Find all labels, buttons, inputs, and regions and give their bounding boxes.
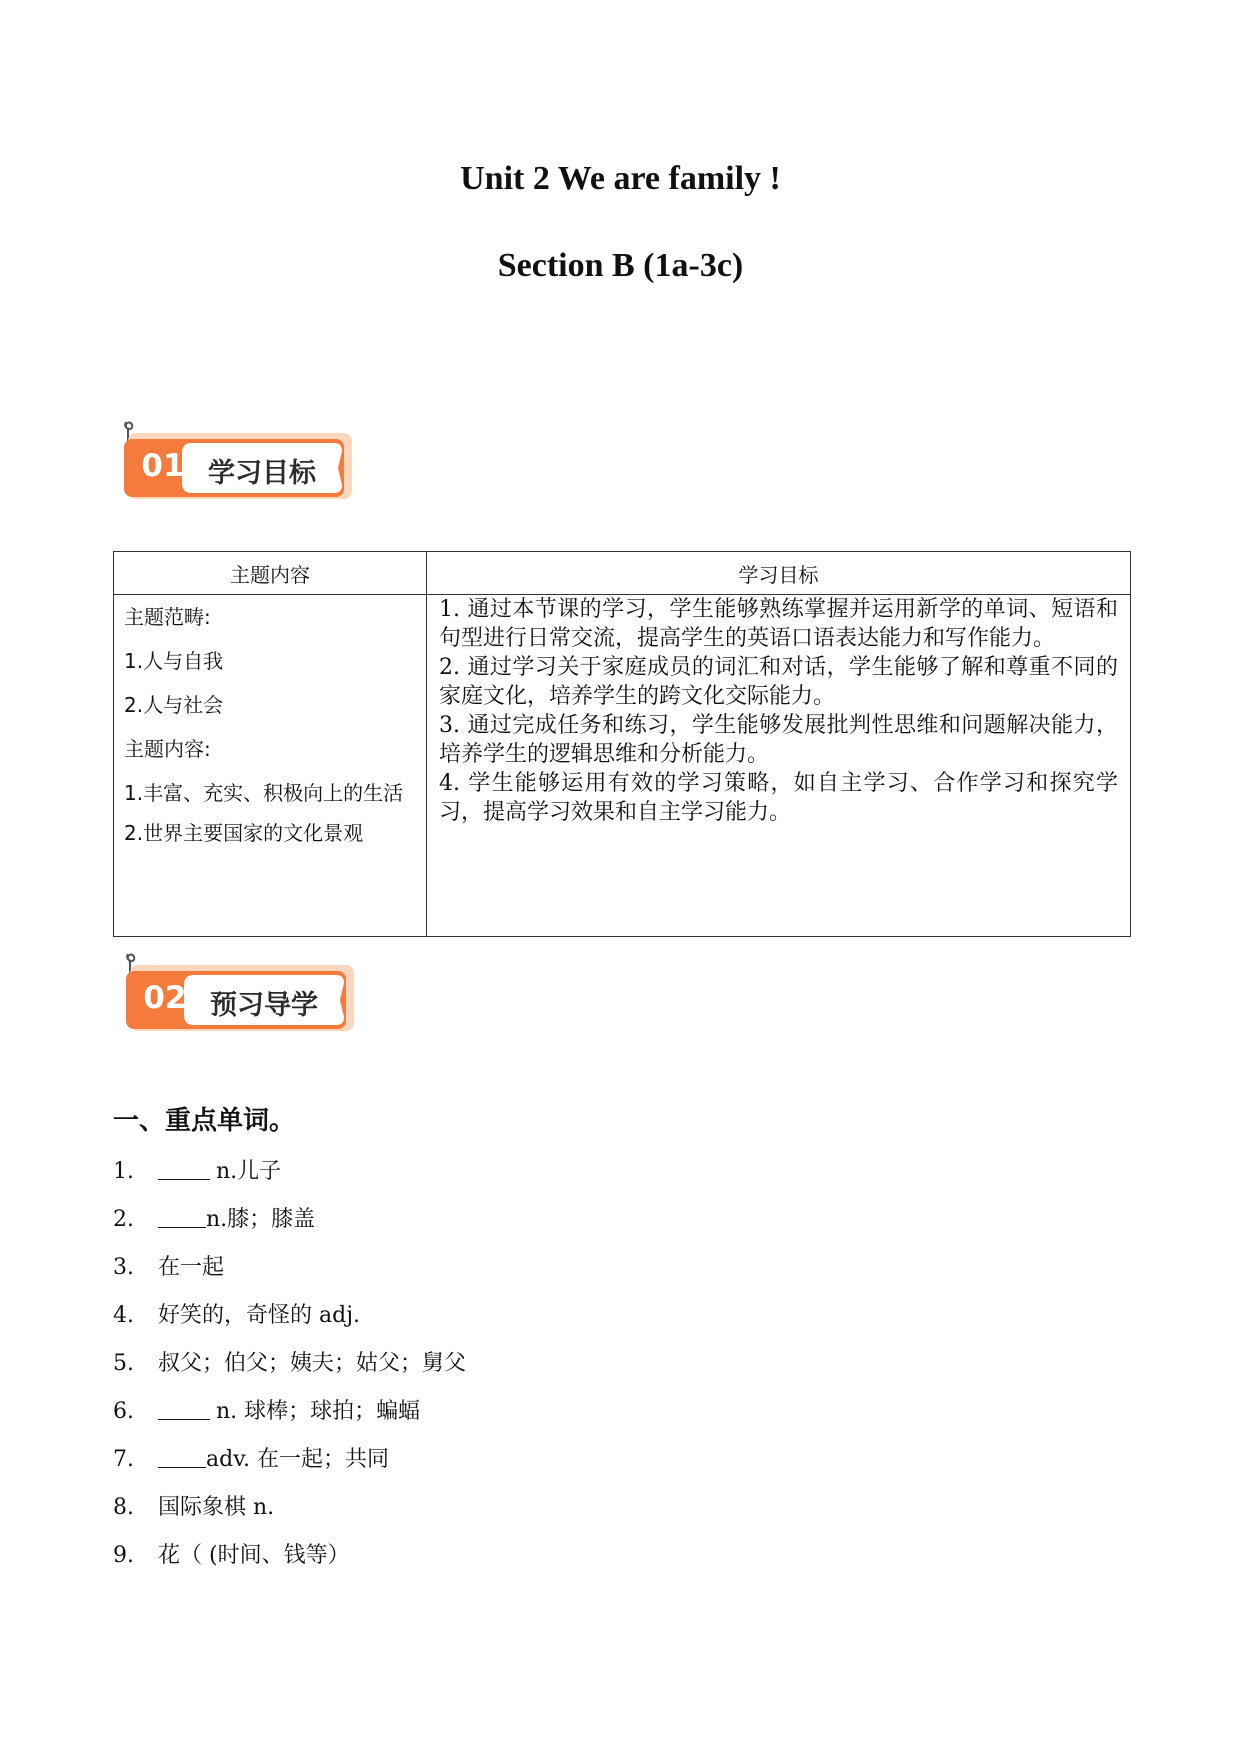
objective-item: 2. 通过学习关于家庭成员的词汇和对话，学生能够了解和尊重不同的家庭文化，培养学生的跨文化交际能力。 [439,655,1118,709]
list-item: 6. n. 球棒；球拍；蝙蝠 [113,1399,421,1424]
answer-blank[interactable] [158,1445,206,1468]
column-header-topic: 主题内容 [114,552,427,595]
goals-table [113,551,1131,937]
objective-item: 3. 通过完成任务和练习，学生能够发展批判性思维和问题解决能力，培养学生的逻辑思维和分析能力。 [439,713,1118,767]
column-header-objectives: 学习目标 [427,552,1131,595]
objectives-cell [427,595,1131,937]
content-item: 2.世界主要国家的文化景观 [124,821,364,845]
badge-label: 学习目标 [208,458,316,489]
answer-blank[interactable] [158,1205,206,1228]
category-label: 主题范畴: [124,605,211,629]
badge-number: 02 [143,980,187,1016]
answer-blank[interactable] [158,1157,210,1180]
content-item: 1.丰富、充实、积极向上的生活 [124,781,404,805]
vocab-list [113,1157,466,1589]
answer-blank[interactable] [158,1397,210,1420]
list-item: 5. 叔父；伯父；姨夫；姑父；舅父 [113,1351,467,1376]
section-badge-objectives [120,415,360,505]
topic-cell [114,595,427,937]
list-item: 1. n.儿子 [113,1159,282,1184]
badge-number: 01 [141,448,185,484]
section-badge-preview [122,947,362,1037]
vocab-heading: 一、重点单词。 [113,1106,296,1136]
list-item: 8. 国际象棋 n. [113,1495,275,1520]
list-item: 7. adv. 在一起；共同 [113,1447,390,1472]
page-subtitle: Section B (1a-3c) [497,247,744,284]
list-item: 3. 在一起 [113,1255,225,1280]
category-item: 2.人与社会 [124,693,224,717]
list-item: 4. 好笑的，奇怪的 adj. [113,1303,361,1328]
category-item: 1.人与自我 [124,649,224,673]
list-item: 2. n.膝；膝盖 [113,1207,316,1232]
page-title: Unit 2 We are family ! [460,160,781,197]
list-item: 9. 花（ (时间、钱等） [113,1543,350,1568]
badge-label: 预习导学 [210,990,318,1021]
objective-item: 4. 学生能够运用有效的学习策略，如自主学习、合作学习和探究学习，提高学习效果和自主学习能力。 [439,771,1118,825]
table-row [114,595,1131,937]
objective-item: 1. 通过本节课的学习，学生能够熟练掌握并运用新学的单词、短语和句型进行日常交流，提高学生的英语口语表达能力和写作能力。 [439,597,1118,651]
content-label: 主题内容: [124,737,211,761]
